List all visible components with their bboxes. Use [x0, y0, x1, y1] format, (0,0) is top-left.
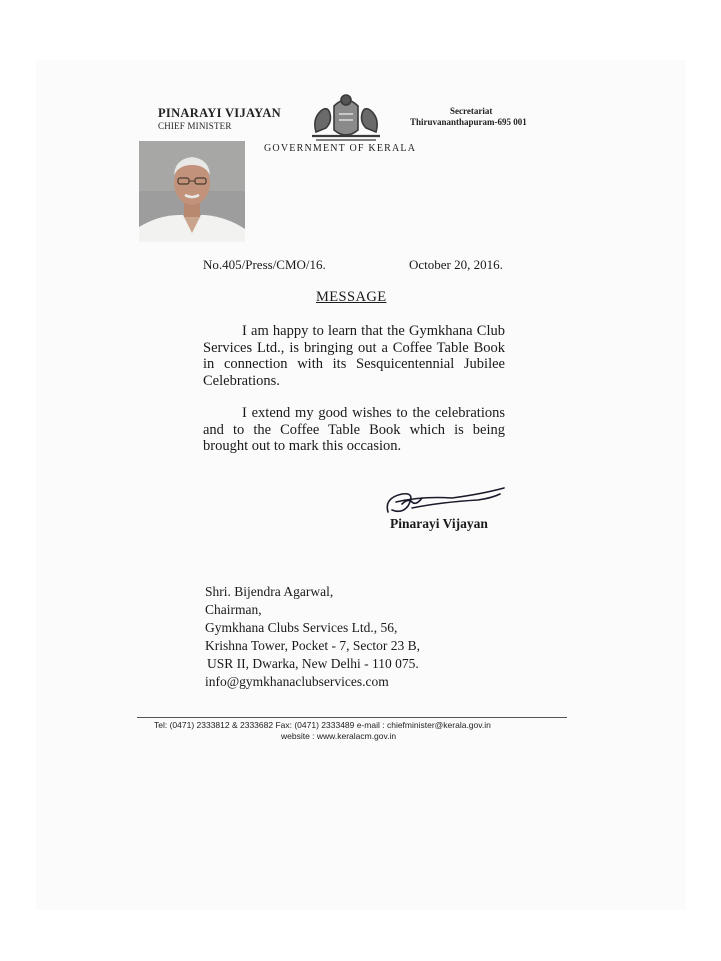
letterhead-name: PINARAYI VIJAYAN — [158, 106, 282, 120]
recipient-line: USR II, Dwarka, New Delhi - 110 075. — [207, 656, 419, 671]
government-name: GOVERNMENT OF KERALA — [264, 143, 417, 154]
footer-contact: Tel: (0471) 2333812 & 2333682 Fax: (0471) 2333489 e-mail : chiefminister@kerala.gov.in — [154, 720, 491, 730]
office-name: Secretariat — [450, 106, 493, 116]
message-paragraph: I extend my good wishes to the celebrations and to the Coffee Table Book which is being brought out to mark this occasion. — [203, 405, 505, 455]
recipient-line: Gymkhana Clubs Services Ltd., 56, — [205, 620, 398, 635]
state-emblem-icon — [306, 92, 386, 144]
recipient-email: info@gymkhanaclubservices.com — [205, 674, 389, 689]
letter-sheet — [36, 60, 686, 910]
portrait-photo — [139, 141, 245, 242]
footer-website: website : www.keralacm.gov.in — [281, 731, 397, 741]
letterhead-role: CHIEF MINISTER — [158, 121, 232, 131]
footer-divider — [137, 717, 567, 718]
letter-date: October 20, 2016. — [409, 257, 503, 272]
signatory-name: Pinarayi Vijayan — [390, 516, 488, 531]
office-city: Thiruvananthapuram-695 001 — [410, 117, 527, 127]
recipient-line: Krishna Tower, Pocket - 7, Sector 23 B, — [205, 638, 420, 653]
signature-icon — [382, 480, 508, 520]
message-paragraph: I am happy to learn that the Gymkhana Club Services Ltd., is bringing out a Coffee Table Book in connection with its Sesquicentennial Jubilee Celebrations. — [203, 323, 505, 390]
recipient-line: Chairman, — [205, 602, 262, 617]
reference-number: No.405/Press/CMO/16. — [203, 257, 326, 272]
recipient-line: Shri. Bijendra Agarwal, — [205, 584, 334, 599]
message-heading: MESSAGE — [316, 289, 387, 305]
